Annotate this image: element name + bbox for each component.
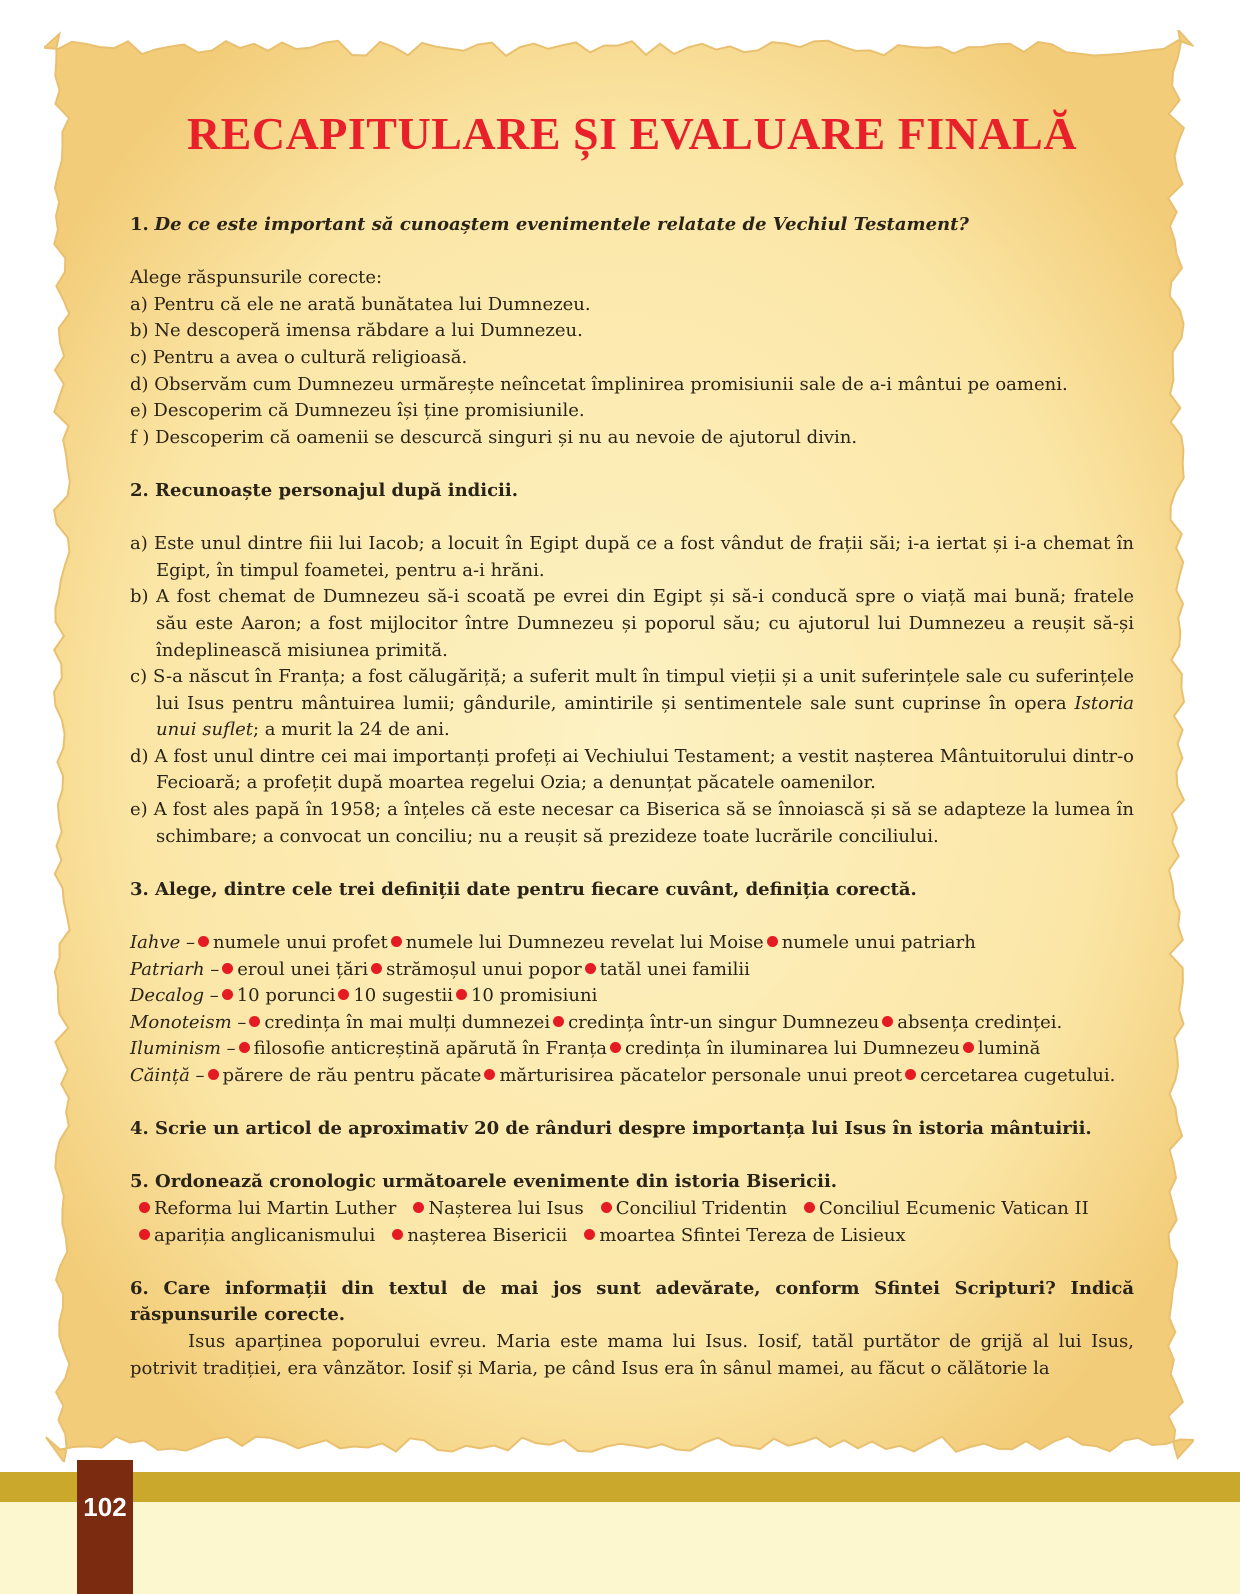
question-6-heading: 6. Care informații din textul de mai jos sunt adevărate, conform Sfintei Scripturi? Indică răspunsurile corecte. <box>130 1277 1134 1326</box>
event-label: Reforma lui Martin Luther <box>154 1197 397 1219</box>
bullet-dot <box>882 1016 893 1027</box>
clue-b: b) A fost chemat de Dumnezeu să-i scoată pe evrei din Egipt și să-i conducă spre o viață mai bună; fratele său este Aaron; a fost mijlocitor între Dumnezeu și poporul său; cu ajutorul lui Dumnezeu a reușit să-și îndeplinească misiunea primită. <box>130 586 1134 661</box>
clue-a: a) Este unul dintre fiii lui Iacob; a locuit în Egipt după ce a fost vândut de frații săi; i-a iertat și i-a chemat în Egipt, în timpul foametei, pentru a-i hrăni. <box>130 533 1134 581</box>
definition-row <box>130 1036 1134 1063</box>
events-row <box>130 1223 1134 1250</box>
definition-term: Iluminism – <box>130 1038 236 1060</box>
definition-option: credința în mai mulți dumnezei <box>264 1011 551 1033</box>
definition-option: 10 sugestii <box>353 985 453 1007</box>
bullet-dot <box>484 1069 495 1080</box>
event-item <box>389 1225 567 1246</box>
question-1-number: 1. <box>130 214 149 235</box>
clue-c-text: c) S-a născut în Franța; a fost călugăriță; a suferit mult în timpul vieții și a unit suferințele sale cu suferințele lui Isus pentru mântuirea lumii; gândurile, amintirile și sentimentele sale sunt cuprinse în opera <box>130 666 1134 714</box>
question-1-text: De ce este important să cunoaștem evenimentele relatate de Vechiul Testament? <box>154 214 969 235</box>
clue-e: e) A fost ales papă în 1958; a înțeles că este necesar ca Biserica să se înnoiască și să se adapteze la lumea în schimbare; a convocat un conciliu; nu a reușit să prezideze toate lucrările conciliului. <box>130 799 1134 847</box>
event-item <box>136 1225 375 1246</box>
definition-option: părere de rău pentru păcate <box>222 1065 482 1086</box>
events-list <box>130 1196 1134 1249</box>
bullet-dot <box>391 936 402 947</box>
question-2-heading: 2. Recunoaște personajul după indicii. <box>130 479 518 501</box>
question-1 <box>130 212 1134 239</box>
question-3-heading: 3. Alege, dintre cele trei definiții date pentru fiecare cuvânt, definiția corectă. <box>130 878 917 900</box>
definition-option: absența credinței. <box>897 1011 1063 1033</box>
event-item <box>410 1198 583 1219</box>
definition-term: Iahve – <box>130 932 195 954</box>
bullet-dot <box>963 1042 974 1053</box>
page-number: 102 <box>83 1492 127 1522</box>
bullet-dot <box>553 1016 564 1027</box>
definition-option: credința în iluminarea lui Dumnezeu <box>624 1038 960 1060</box>
clue-c-book-title: Istoria unui suflet <box>156 692 1134 741</box>
bullet-dot <box>139 1202 150 1213</box>
clue-c-end: ; a murit la 24 de ani. <box>252 719 450 741</box>
definition-term: Monoteism – <box>130 1011 247 1033</box>
bullet-dot <box>392 1229 403 1240</box>
option-d: d) Observăm cum Dumnezeu urmărește neîncetat împlinirea promisiunii sale de a-i mântui pe oameni. <box>130 373 1068 395</box>
question-1-instruction: Alege răspunsurile corecte: <box>130 267 383 289</box>
definition-option: 10 porunci <box>236 985 336 1007</box>
event-label: Conciliul Ecumenic Vatican II <box>819 1197 1089 1219</box>
question-4-heading: 4. Scrie un articol de aproximativ 20 de rânduri despre importanța lui Isus în istoria mântuirii. <box>130 1118 1092 1140</box>
page-number-tab <box>77 1460 133 1594</box>
bullet-dot <box>413 1202 424 1213</box>
bullet-dot <box>585 963 596 974</box>
definitions-list <box>130 930 1134 1090</box>
option-b: b) Ne descoperă imensa răbdare a lui Dumnezeu. <box>130 320 583 342</box>
bullet-dot <box>239 1042 250 1053</box>
definition-term: Decalog – <box>130 985 219 1007</box>
definition-option: eroul unei țări <box>237 958 369 980</box>
worksheet-content <box>130 100 1134 1382</box>
definition-term: Căință – <box>130 1065 205 1086</box>
bullet-dot <box>222 989 233 1000</box>
definition-option: credința într-un singur Dumnezeu <box>568 1011 880 1033</box>
definition-term: Patriarh – <box>130 958 220 980</box>
clue-c <box>130 664 1134 744</box>
footer-bar <box>0 1472 1240 1502</box>
definition-option: numele unui profet <box>212 932 388 954</box>
definition-option: tatăl unei familii <box>599 958 750 980</box>
question-5-heading: 5. Ordonează cronologic următoarele evenimente din istoria Bisericii. <box>130 1171 838 1193</box>
page-title: RECAPITULARE ȘI EVALUARE FINALĂ <box>186 108 1078 159</box>
option-a: a) Pentru că ele ne arată bunătatea lui Dumnezeu. <box>130 293 591 315</box>
option-c: c) Pentru a avea o cultură religioasă. <box>130 346 468 368</box>
bullet-dot <box>198 936 209 947</box>
definition-option: strămoșul unui popor <box>386 958 582 980</box>
event-label: Nașterea lui Isus <box>428 1197 584 1219</box>
bullet-dot <box>249 1016 260 1027</box>
bullet-dot <box>456 989 467 1000</box>
event-label: moartea Sfintei Tereza de Lisieux <box>599 1224 906 1246</box>
footer-background <box>0 1502 1240 1594</box>
definition-row <box>130 983 1134 1010</box>
event-item <box>136 1198 396 1219</box>
bullet-dot <box>804 1202 815 1213</box>
event-item <box>581 1225 905 1246</box>
event-label: nașterea Bisericii <box>407 1224 568 1246</box>
question-6-text: Isus aparținea poporului evreu. Maria este mama lui Isus. Iosif, tatăl purtător de grijă al lui Isus, potrivit tradiției, era vânzător. Iosif și Maria, pe când Isus era în sânul mamei, au făcut o călătorie la <box>130 1330 1134 1379</box>
bullet-dot <box>610 1042 621 1053</box>
bullet-dot <box>222 963 233 974</box>
definition-option: numele unui patriarh <box>781 932 976 954</box>
clue-d: d) A fost unul dintre cei mai importanți profeți ai Vechiului Testament; a vestit nașterea Mântuitorului dintr-o Fecioară; a profețit după moartea regelui Ozia; a denunțat păcatele oamenilor. <box>130 745 1134 794</box>
option-e: e) Descoperim că Dumnezeu își ține promisiunile. <box>130 400 585 422</box>
definition-row <box>130 1063 1134 1090</box>
event-label: apariția anglicanismului <box>154 1224 376 1246</box>
definition-row <box>130 930 1134 957</box>
definition-option: lumină <box>977 1038 1041 1060</box>
bullet-dot <box>208 1069 219 1080</box>
definition-option: mărturisirea păcatelor personale unui preot <box>499 1065 903 1086</box>
definition-option: filosofie anticreștină apărută în Franța <box>253 1038 607 1060</box>
definition-option: numele lui Dumnezeu revelat lui Moise <box>405 932 764 954</box>
event-item <box>598 1198 787 1219</box>
events-row <box>130 1196 1134 1223</box>
definition-row <box>130 1010 1134 1037</box>
bullet-dot <box>338 989 349 1000</box>
bullet-dot <box>584 1229 595 1240</box>
bullet-dot <box>601 1202 612 1213</box>
option-f: f ) Descoperim că oamenii se descurcă singuri și nu au nevoie de ajutorul divin. <box>130 426 858 448</box>
definition-row <box>130 957 1134 984</box>
definition-option: cercetarea cugetului. <box>920 1065 1116 1086</box>
bullet-dot <box>905 1069 916 1080</box>
event-label: Conciliul Tridentin <box>615 1197 788 1219</box>
definition-option: 10 promisiuni <box>470 985 598 1007</box>
event-item <box>801 1198 1089 1219</box>
bullet-dot <box>371 963 382 974</box>
bullet-dot <box>767 936 778 947</box>
bullet-dot <box>139 1229 150 1240</box>
